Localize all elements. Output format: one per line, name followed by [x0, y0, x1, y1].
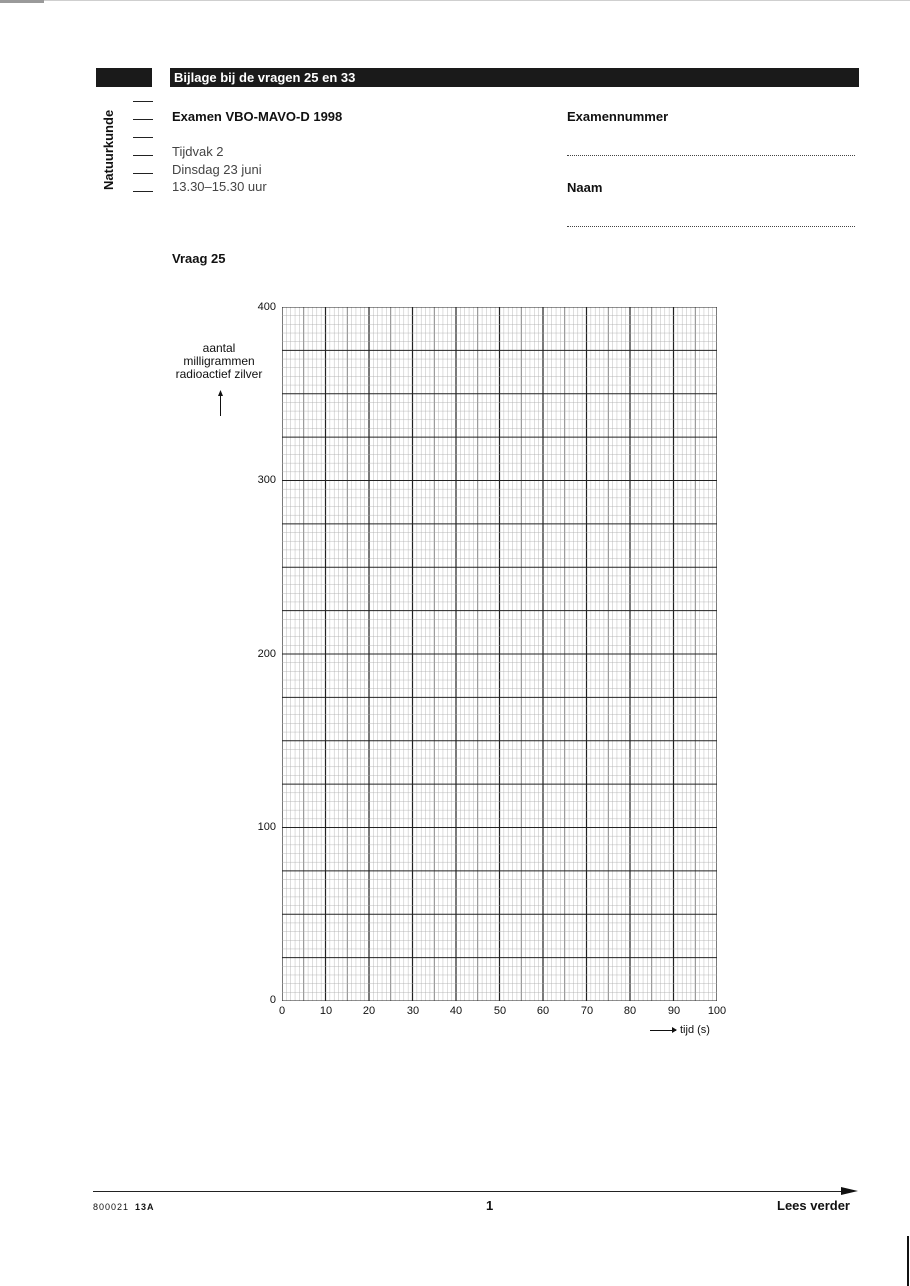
y-tick-label: 100	[257, 821, 276, 833]
y-tick-label: 300	[257, 474, 276, 486]
header-title: Bijlage bij de vragen 25 en 33	[174, 70, 356, 85]
footer-code-suffix: 13A	[135, 1202, 155, 1212]
x-tick-label: 80	[623, 1005, 637, 1017]
arrow-right-icon	[841, 1187, 858, 1195]
x-tick-label: 0	[278, 1005, 286, 1017]
x-axis-label-text: tijd (s)	[680, 1024, 710, 1036]
meta-period: Tijdvak 2	[172, 144, 224, 159]
exam-number-label: Examennummer	[567, 109, 669, 124]
continue-label: Lees verder	[777, 1198, 850, 1213]
subject-label: Natuurkunde	[101, 109, 116, 190]
exam-number-field[interactable]	[567, 155, 855, 156]
question-label: Vraag 25	[172, 251, 226, 266]
page-number: 1	[486, 1198, 494, 1213]
side-tick	[133, 119, 153, 120]
footer-code-number: 800021	[93, 1202, 130, 1212]
footer-code	[93, 1202, 155, 1212]
y-axis-label	[168, 342, 270, 381]
side-tick	[133, 137, 153, 138]
side-tick	[133, 155, 153, 156]
name-field[interactable]	[567, 226, 855, 227]
y-axis-label-line: milligrammen	[183, 354, 255, 368]
x-tick-label: 100	[707, 1005, 727, 1017]
side-tick	[133, 173, 153, 174]
x-tick-label: 20	[362, 1005, 376, 1017]
scan-mark	[0, 0, 44, 3]
y-axis-label-line: aantal	[202, 341, 236, 355]
page-edge-mark	[907, 1236, 909, 1286]
header-side-block	[96, 68, 152, 87]
graph-paper[interactable]	[282, 307, 717, 1001]
footer-line	[93, 1191, 843, 1192]
x-axis-label	[650, 1024, 710, 1036]
meta-time: 13.30–15.30 uur	[172, 179, 267, 194]
x-tick-label: 30	[406, 1005, 420, 1017]
side-tick	[133, 191, 153, 192]
y-axis-label-line: radioactief zilver	[175, 367, 263, 381]
x-tick-label: 40	[449, 1005, 463, 1017]
page-top-edge	[0, 0, 910, 1]
meta-date: Dinsdag 23 juni	[172, 162, 262, 177]
x-tick-label: 60	[536, 1005, 550, 1017]
x-tick-label: 50	[493, 1005, 507, 1017]
exam-title: Examen VBO-MAVO-D 1998	[172, 109, 343, 124]
x-tick-label: 10	[319, 1005, 333, 1017]
y-axis-arrow-icon	[217, 390, 224, 416]
arrow-right-icon	[650, 1030, 676, 1031]
name-label: Naam	[567, 180, 603, 195]
x-tick-label: 70	[580, 1005, 594, 1017]
side-tick	[133, 101, 153, 102]
y-tick-label: 0	[269, 994, 276, 1006]
y-tick-label: 200	[257, 648, 276, 660]
y-tick-label: 400	[257, 301, 276, 313]
x-tick-label: 90	[667, 1005, 681, 1017]
